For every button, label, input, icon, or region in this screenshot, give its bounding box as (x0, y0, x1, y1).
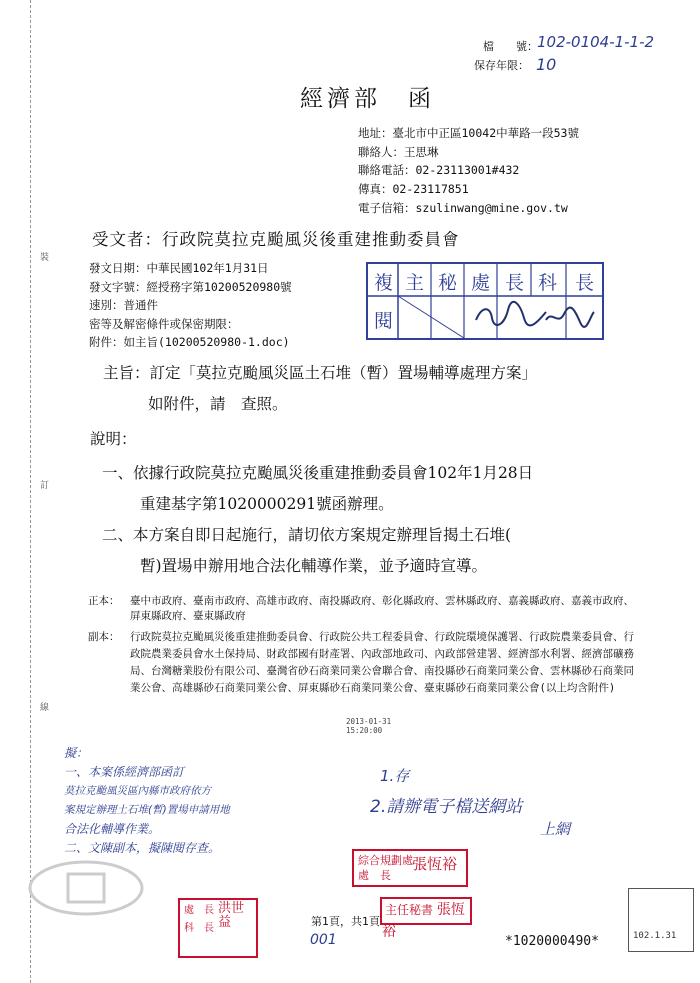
stamp-cell-read: 閱 (374, 310, 394, 332)
email-line: 電子信箱：szulinwang@mine.gov.tw (358, 200, 568, 215)
hw-left-5: 合法化輔導作業。 (64, 822, 161, 836)
hw-right-2: 2.請辦電子檔送網站 (370, 797, 523, 817)
hw-right-3: 上網 (540, 820, 571, 838)
address-line: 地址：臺北市中正區10042中華路一段53號 (358, 126, 579, 140)
recipient-line: 受文者：行政院莫拉克颱風災後重建推動委員會 (92, 230, 460, 249)
section-stamp-title-2: 科 長 (184, 923, 214, 934)
section-stamp-name: 洪世益 (218, 901, 245, 930)
watermark-logo (26, 858, 146, 918)
timestamp-stamp (346, 717, 391, 735)
explanation-item1-line1: 一、依據行政院莫拉克颱風災後重建推動委員會102年1月28日 (102, 464, 534, 482)
binding-mark-3: 線 (40, 703, 50, 713)
section-stamp-title-1: 處 長 (184, 905, 214, 916)
receipt-date-stamp (628, 888, 694, 952)
contact-person-line: 聯絡人：王思琳 (358, 144, 439, 159)
hw-left-6: 二、文陳副本，擬陳閱存查。 (64, 841, 221, 855)
hw-right-1: 1.存 (380, 767, 410, 785)
page-counter: 第1頁，共1頁 (311, 915, 380, 928)
hw-left-2: 一、本案係經濟部函訂 (64, 765, 185, 779)
office-stamp-dept: 綜合規劃處 (358, 854, 413, 867)
main-recipient-label: 正本： (88, 595, 120, 607)
binding-line (30, 0, 32, 983)
signature-scribble-2 (540, 302, 598, 332)
office-stamp (352, 849, 468, 887)
stamp-cell-3: 秘 (438, 272, 458, 294)
routing-stamp (366, 262, 604, 340)
phone-line: 聯絡電話：02-23113001#432 (358, 163, 520, 178)
explanation-item1-line2: 重建基字第1020000291號函辦理。 (140, 495, 394, 513)
hw-left-4: 案規定辦理土石堆(暫)置場申請用地 (64, 804, 230, 816)
meta-block (89, 259, 292, 352)
officer-stamp (380, 897, 472, 940)
receipt-date: 102.1.31 (633, 931, 677, 941)
copy-recipient-text: 行政院莫拉克颱風災後重建推動委員會、行政院公共工程委員會、行政院環境保護署、行政院農業委員會、行政院農業委員會水土保持局、財政部國有財產署、內政部地政司、內政部營建署、經濟部水利署、經濟部礦務局、台灣糖業股份有限公司、臺灣省砂石商業同業公會聯合會、南投縣砂石商業同業公會、雲林縣砂石商業同業公會、高雄縣砂石商業同業公會、屏東縣砂石商業同業公會、臺東縣砂石商業同業公會(以上均含附件) (130, 631, 634, 694)
subject-line-1: 主旨：訂定「莫拉克颱風災區土石堆（暫）置場輔導處理方案」 (103, 364, 538, 382)
stamp-cell-6: 科 (538, 272, 558, 294)
copy-recipient-label: 副本： (88, 631, 120, 643)
archive-label: 檔 號： (483, 40, 538, 53)
officer-stamp-title: 主任秘書 (385, 903, 434, 917)
distribution-copy (88, 629, 636, 697)
stamp-cell-4: 處 (471, 272, 491, 294)
office-stamp-name: 張恆裕 (412, 855, 458, 873)
stamp-cell-1: 複 (374, 272, 394, 294)
office-stamp-title: 處 長 (358, 869, 391, 882)
timestamp-time: 15:20:00 (346, 726, 383, 735)
section-chief-stamp (178, 898, 258, 958)
speed-class: 速別：普通件 (89, 298, 158, 312)
subject-line-2: 如附件，請 查照。 (148, 395, 288, 413)
secrecy-line: 密等及解密條件或保密期限： (89, 316, 239, 331)
explanation-label: 說明： (90, 430, 137, 448)
main-recipient-text: 臺中市政府、臺南市政府、高雄市政府、南投縣政府、彰化縣政府、雲林縣政府、嘉義縣政府、嘉義市政府、屏東縣政府、臺東縣政府 (130, 595, 634, 622)
attachment-line: 附件：如主旨(10200520980-1.doc) (89, 335, 290, 349)
binding-mark-2: 訂 (40, 481, 50, 491)
document-number: 發文字號：經授務字第10200520980號 (89, 279, 292, 294)
hw-left-3: 莫拉克颱風災區內縣市政府依方 (64, 785, 211, 797)
hw-left-1: 擬： (64, 746, 89, 760)
retention-label: 保存年限： (474, 59, 529, 72)
explanation-item2-line2: 暫)置場申辦用地合法化輔導作業，並予適時宣導。 (140, 557, 488, 575)
fax-line: 傳真：02-23117851 (358, 182, 469, 197)
explanation-item2-line1: 二、本方案自即日起施行，請切依方案規定辦理旨揭土石堆( (102, 526, 512, 544)
binding-mark-1: 裝 (40, 253, 50, 263)
archive-number: 102-0104-1-1-2 (537, 33, 655, 51)
stamp-cell-7: 長 (575, 272, 595, 294)
barcode-text: *1020000490* (505, 934, 599, 949)
footer-number: 001 (310, 932, 337, 948)
handwritten-draft-note (64, 744, 364, 858)
retention-value: 10 (536, 55, 557, 74)
officer-stamp-name: 張恆裕 (382, 902, 465, 940)
document-title: 經濟部 函 (300, 86, 435, 112)
stamp-cell-5: 長 (505, 272, 525, 294)
issue-date: 發文日期：中華民國102年1月31日 (89, 261, 269, 275)
contact-block (358, 124, 579, 218)
timestamp-date: 2013-01-31 (346, 717, 392, 726)
distribution-main (88, 594, 636, 624)
stamp-cell-2: 主 (405, 272, 425, 294)
